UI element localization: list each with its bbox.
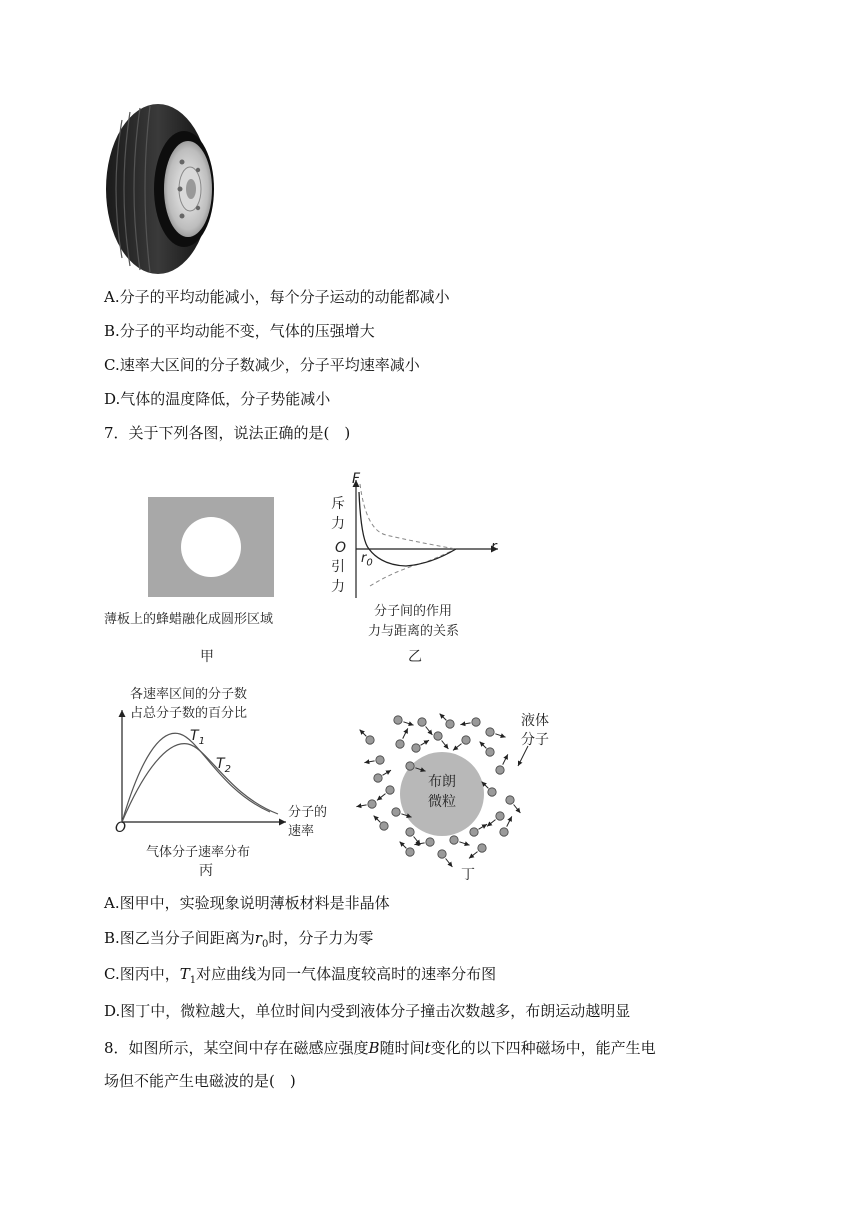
molecule-velocity-arrow xyxy=(426,727,433,736)
liquid-molecule xyxy=(496,766,504,774)
question-7-stem: 7．关于下列各图，说法正确的是( ) xyxy=(104,424,351,442)
liquid-molecule xyxy=(418,718,426,726)
molecule-velocity-arrow xyxy=(360,730,367,737)
figure-jia-caption: 薄板上的蜂蜡融化成圆形区域 xyxy=(104,612,274,627)
yi-axis-f: F xyxy=(352,471,361,487)
molecule-velocity-arrow xyxy=(403,728,408,738)
molecule-velocity-arrow xyxy=(440,714,447,721)
question-8-line2: 场但不能产生电磁波的是( ) xyxy=(104,1072,296,1090)
ding-particle-1: 布朗 xyxy=(428,774,456,790)
liquid-molecule xyxy=(374,774,382,782)
figure-yi-graph xyxy=(326,470,506,600)
liquid-molecule xyxy=(462,736,470,744)
liquid-molecule xyxy=(426,838,434,846)
bing-ylabel-2: 占总分子数的百分比 xyxy=(130,706,248,721)
bing-xlabel-2: 速率 xyxy=(288,824,315,839)
liquid-molecule xyxy=(486,728,494,736)
liquid-molecule xyxy=(496,812,504,820)
yi-r0: $r_0$ xyxy=(361,551,373,569)
ding-liquid-2: 分子 xyxy=(521,732,549,748)
molecule-velocity-arrow xyxy=(503,754,508,764)
figure-ding-label: 丁 xyxy=(461,867,475,883)
molecule-velocity-arrow xyxy=(487,820,496,827)
liquid-molecule xyxy=(386,786,394,794)
molecule-velocity-arrow xyxy=(480,742,487,749)
liquid-molecule xyxy=(366,736,374,744)
bing-caption: 气体分子速率分布 xyxy=(146,845,251,860)
molecule-velocity-arrow xyxy=(421,740,430,745)
molecule-velocity-arrow xyxy=(459,842,469,845)
question-8-line1: 8．如图所示，某空间中存在磁感应强度B随时间t变化的以下四种磁场中，能产生电 xyxy=(104,1039,656,1057)
yi-attraction: 引力 xyxy=(331,559,345,595)
liquid-molecule xyxy=(406,848,414,856)
molecule-velocity-arrow xyxy=(364,761,374,763)
liquid-molecule xyxy=(406,828,414,836)
liquid-molecule xyxy=(438,850,446,858)
liquid-molecule xyxy=(376,756,384,764)
liquid-molecule xyxy=(380,822,388,830)
molecule-velocity-arrow xyxy=(383,770,392,775)
option-q7-c: C.图丙中，$T_1$对应曲线为同一气体温度较高时的速率分布图 xyxy=(104,965,497,986)
yi-origin: O xyxy=(335,540,347,556)
liquid-molecule xyxy=(450,836,458,844)
molecule-velocity-arrow xyxy=(479,824,488,829)
yi-caption-line1: 分子间的作用 xyxy=(374,604,453,619)
molecule-velocity-arrow xyxy=(403,722,413,725)
option-q6-c: C.速率大区间的分子数减少，分子平均速率减小 xyxy=(104,356,420,374)
molecule-velocity-arrow xyxy=(442,741,449,750)
ding-liquid-1: 液体 xyxy=(521,713,549,729)
molecule-velocity-arrow xyxy=(460,723,470,725)
liquid-molecule xyxy=(488,788,496,796)
molecule-velocity-arrow xyxy=(514,805,521,814)
liquid-molecule xyxy=(434,732,442,740)
figure-bing-graph xyxy=(110,700,310,830)
liquid-molecule xyxy=(500,828,508,836)
yi-caption-line2: 力与距离的关系 xyxy=(368,624,460,639)
molecule-velocity-arrow xyxy=(356,805,366,807)
bing-t1: $T_1$ xyxy=(190,728,205,747)
liquid-molecule xyxy=(412,744,420,752)
liquid-molecule xyxy=(446,720,454,728)
figure-jia-label: 甲 xyxy=(200,649,214,665)
ding-particle-2: 微粒 xyxy=(428,794,456,810)
liquid-molecule xyxy=(486,748,494,756)
molecule-velocity-arrow xyxy=(400,842,407,849)
option-q7-b: B.图乙当分子间距离为$r_0$时，分子力为零 xyxy=(104,929,374,950)
molecule-velocity-arrow xyxy=(453,744,462,751)
liquid-molecule xyxy=(406,762,414,770)
option-q7-a: A.图甲中，实验现象说明薄板材料是非晶体 xyxy=(104,894,390,912)
figure-jia xyxy=(148,497,274,597)
liquid-molecule xyxy=(396,740,404,748)
tire-image xyxy=(100,100,220,278)
molecule-velocity-arrow xyxy=(374,816,381,823)
bing-origin: O xyxy=(115,820,127,836)
liquid-molecule xyxy=(506,796,514,804)
liquid-molecule xyxy=(472,718,480,726)
figure-yi-label: 乙 xyxy=(408,649,422,665)
liquid-molecule xyxy=(394,716,402,724)
bing-ylabel-1: 各速率区间的分子数 xyxy=(130,687,248,702)
yi-axis-r: r xyxy=(491,539,497,555)
liquid-molecule xyxy=(368,800,376,808)
option-q7-d: D.图丁中，微粒越大，单位时间内受到液体分子撞击次数越多，布朗运动越明显 xyxy=(104,1002,631,1020)
liquid-molecule xyxy=(392,808,400,816)
molecule-velocity-arrow xyxy=(377,794,386,801)
molecule-velocity-arrow xyxy=(507,816,512,826)
option-q6-b: B.分子的平均动能不变，气体的压强增大 xyxy=(104,322,375,340)
melted-wax-circle xyxy=(181,517,241,577)
molecule-velocity-arrow xyxy=(495,734,505,737)
bing-t2: $T_2$ xyxy=(216,756,231,775)
yi-repulsion: 斥力 xyxy=(331,496,345,532)
molecule-velocity-arrow xyxy=(446,859,453,868)
figure-bing-label: 丙 xyxy=(199,863,213,879)
option-q6-a: A.分子的平均动能减小，每个分子运动的动能都减小 xyxy=(104,288,450,306)
bing-xlabel-1: 分子的 xyxy=(288,805,328,820)
molecule-velocity-arrow xyxy=(469,852,478,859)
liquid-molecule xyxy=(470,828,478,836)
liquid-molecule xyxy=(478,844,486,852)
option-q6-d: D.气体的温度降低，分子势能减小 xyxy=(104,390,331,408)
